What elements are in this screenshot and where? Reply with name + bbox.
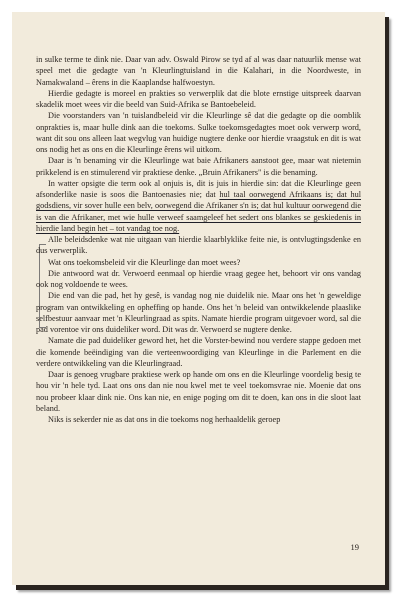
page-number: 19 <box>350 542 359 552</box>
text-run: in sulke terme te dink nie. Daar van adv. Oswald Pirow se tyd af al was daar natuurlik mense wat speel met die gedagte van 'n Kleurlingtuisland in die Kalahari, in die Noordweste, in Namakwaland – êrens in die Kaaplandse halfwoestyn. <box>36 55 361 87</box>
paragraph <box>36 268 361 291</box>
text-run: Daar is genoeg vrugbare praktiese werk op hande om ons en die Kleurlinge voordelig besig te hou vir 'n hele tyd. Laat ons ons dan nie nou kwel met te veel toekomsvrae nie. Moenie dat ons nou probeer klaar dink nie. Ons kan nie, en enige poging om dit te doen, kan ons in die sloot laat beland. <box>36 370 361 413</box>
paragraph <box>36 335 361 369</box>
paragraph <box>36 257 361 268</box>
paragraph <box>36 414 361 425</box>
text-run: Alle beleidsdenke wat nie uitgaan van hierdie klaarblyklike feite nie, is ontvlugtingsdenke en dus verwerplik. <box>36 235 361 256</box>
paragraph <box>36 54 361 88</box>
text-run: In watter opsigte die term ook al onjuis is, dit is juis in hierdie sin: dat die Kleurlinge geen afsonderlike nasie is soos die Bantoenasies nie; dat <box>36 178 361 199</box>
paragraph <box>36 178 361 234</box>
paragraph <box>36 110 361 155</box>
text-run: Daar is 'n benaming vir die Kleurlinge wat baie Afrikaners aanstoot gee, maar wat nietemin prikkelend is en stimulerend vir praktiese denke. „Bruin Afrikaners" is die benaming. <box>36 156 361 177</box>
text-run: Hierdie gedagte is moreel en prakties so verwerplik dat die blote ernstige uitspreek daarvan skadelik moet wees vir die beeld van Suid-Afrika se Bantoebeleid. <box>36 88 361 109</box>
paragraph <box>36 155 361 178</box>
paragraph <box>36 369 361 414</box>
body-text <box>36 54 361 425</box>
paragraph <box>36 234 361 257</box>
paragraph <box>36 290 361 335</box>
book-page <box>12 12 385 585</box>
text-run: Niks is sekerder nie as dat ons in die toekoms nog herhaaldelik geroep <box>48 415 281 424</box>
text-run: Namate die pad duideliker geword het, het die Vorster-bewind nou verdere stappe gedoen met die komende beëindiging van die verteenwoordiging van Kleurlinge in die Parlement en die verdere ontwikkeling van die Kleurlingraad. <box>36 336 361 368</box>
underlined-passage: hul taal oorwegend Afrikaans is; dat hul godsdiens, vir sover hulle een belv, oorwegend die Afrikaner s'n is; dat hul kultuur oorwegend die is van die Afrikaner, met wie hulle verweef saamgeleef het sedert ons blankes se geskiedenis in hierdie land begin het – tot vandag toe nog. <box>36 190 361 233</box>
text-run: Die end van die pad, het hy gesê, is vandag nog nie duidelik nie. Maar ons het 'n geweldige program van ontwikkeling en opheffing op hande. Ons het 'n beleid van ontwikkelende plaaslike selfbestuur aanvaar met 'n Kleurlingraad as spits. Namate hierdie program uitgevoer word, sal die pad vorentoe vir ons duideliker word. Dit was dr. Verwoerd se nugtere denke. <box>36 291 361 334</box>
paragraph <box>36 88 361 111</box>
text-run: Wat ons toekomsbeleid vir die Kleurlinge dan moet wees? <box>48 257 241 267</box>
text-run: Die antwoord wat dr. Verwoerd eenmaal op hierdie vraag gegee het, behoort vir ons vandag ook nog voldoende te wees. <box>36 268 361 289</box>
text-run: Die voorstanders van 'n tuislandbeleid vir die Kleurlinge sê dat die gedagte op die oomblik onprakties is, maar hulle dink aan die toekoms. Sulke toekomsgedagtes moet ook verwerp word, want dit sou ons alleen laat wegvlug van huidige nugtere denke oor hierdie vraagstuk en dit is wat ons nodig het as ons en die Kleurlinge êrens wil uitkom. <box>36 111 361 154</box>
